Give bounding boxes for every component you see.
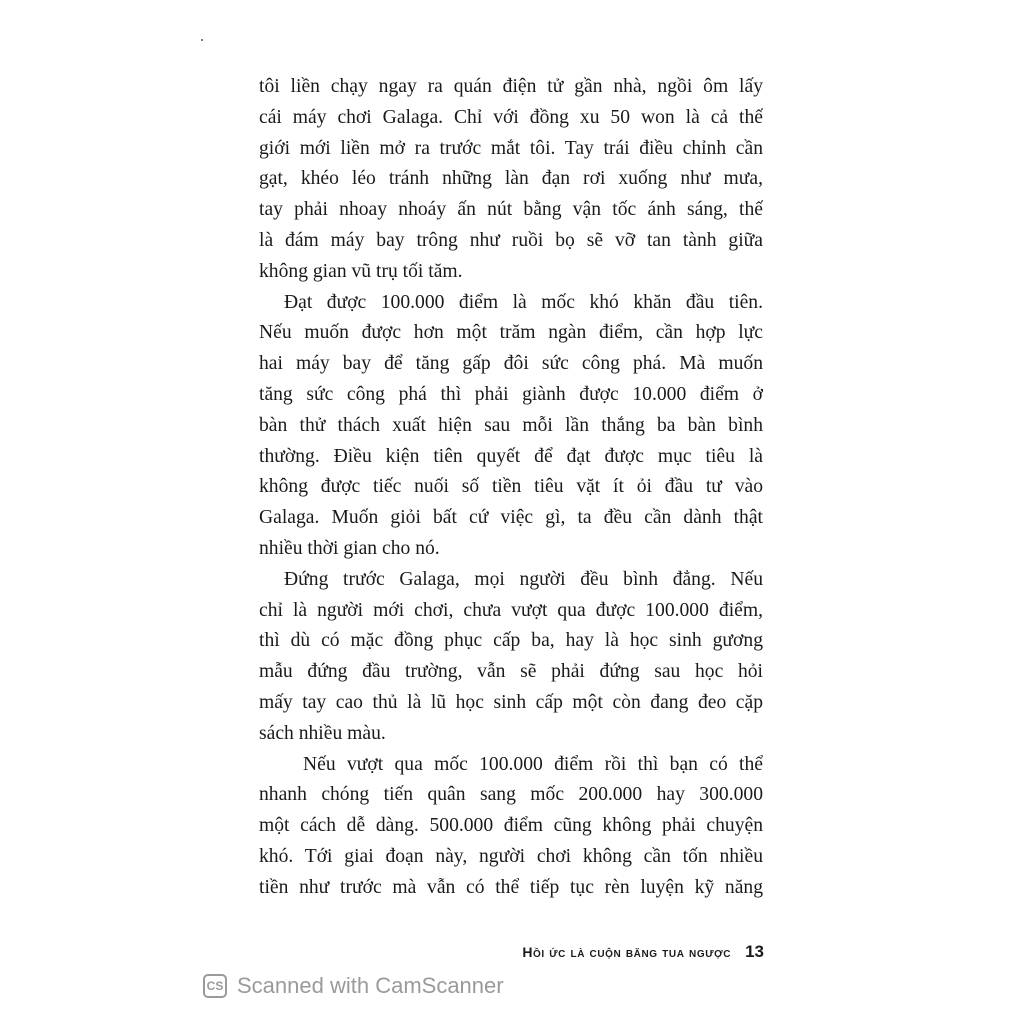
watermark-text: Scanned with CamScanner [237, 973, 504, 998]
text-line: hai máy bay để tăng gấp đôi sức công phá. Mà muốn [259, 353, 763, 375]
text-line: thường. Điều kiện tiên quyết để đạt được mục tiêu là [259, 445, 763, 467]
text-line: không được tiếc nuối số tiền tiêu vặt ít ỏi đầu tư vào [259, 476, 763, 498]
book-page-body [259, 72, 763, 904]
text-line: một cách dễ dàng. 500.000 điểm cũng không phải chuyện [259, 815, 763, 837]
text-line: bàn thử thách xuất hiện sau mỗi lần thắng ba bàn bình [259, 414, 763, 436]
page-number: 13 [745, 942, 764, 961]
text-line: tay phải nhoay nhoáy ấn nút bằng vận tốc ánh sáng, thế [259, 199, 763, 221]
text-line: Đạt được 100.000 điểm là mốc khó khăn đầu tiên. [284, 291, 763, 313]
text-line: tăng sức công phá thì phải giành được 10.000 điểm ở [259, 383, 763, 405]
text-line: Nếu vượt qua mốc 100.000 điểm rồi thì bạn có thể [303, 753, 763, 775]
text-line: chỉ là người mới chơi, chưa vượt qua được 100.000 điểm, [259, 599, 763, 621]
paragraph [259, 288, 763, 565]
text-line: sách nhiều màu. [259, 722, 386, 744]
text-line: thì dù có mặc đồng phục cấp ba, hay là học sinh gương [259, 630, 763, 652]
text-line: Galaga. Muốn giỏi bất cứ việc gì, ta đều cần dành thật [259, 507, 763, 529]
text-line: cái máy chơi Galaga. Chỉ với đồng xu 50 won là cả thế [259, 106, 763, 128]
paragraph [259, 750, 763, 904]
text-line: Nếu muốn được hơn một trăm ngàn điểm, cần hợp lực [259, 322, 763, 344]
camscanner-logo-icon: CS [203, 974, 227, 998]
text-line: khó. Tới giai đoạn này, người chơi không cần tốn nhiều [259, 845, 763, 867]
text-line: Đứng trước Galaga, mọi người đều bình đẳng. Nếu [284, 568, 763, 590]
running-title: Hồi ức là cuộn băng tua ngược [522, 944, 732, 960]
text-line: nhiều thời gian cho nó. [259, 537, 440, 559]
text-line: mẫu đứng đầu trường, vẫn sẽ phải đứng sau học hỏi [259, 661, 763, 683]
text-line: tiền như trước mà vẫn có thể tiếp tục rèn luyện kỹ năng [259, 876, 763, 898]
text-line: là đám máy bay trông như ruồi bọ sẽ vỡ tan tành giữa [259, 229, 763, 251]
text-line: tôi liền chạy ngay ra quán điện tử gần nhà, ngồi ôm lấy [259, 76, 763, 97]
scan-speck [201, 39, 203, 41]
camscanner-watermark [203, 970, 504, 1002]
paragraph [259, 565, 763, 750]
text-line: mấy tay cao thủ là lũ học sinh cấp một còn đang đeo cặp [259, 691, 763, 713]
text-line: không gian vũ trụ tối tăm. [259, 260, 463, 282]
text-line: nhanh chóng tiến quân sang mốc 200.000 hay 300.000 [259, 784, 763, 806]
paragraph [259, 72, 763, 288]
running-footer [480, 940, 764, 964]
text-line: giới mới liền mở ra trước mắt tôi. Tay trái điều chỉnh cần [259, 137, 763, 159]
text-line: gạt, khéo léo tránh những làn đạn rơi xuống như mưa, [259, 168, 763, 190]
